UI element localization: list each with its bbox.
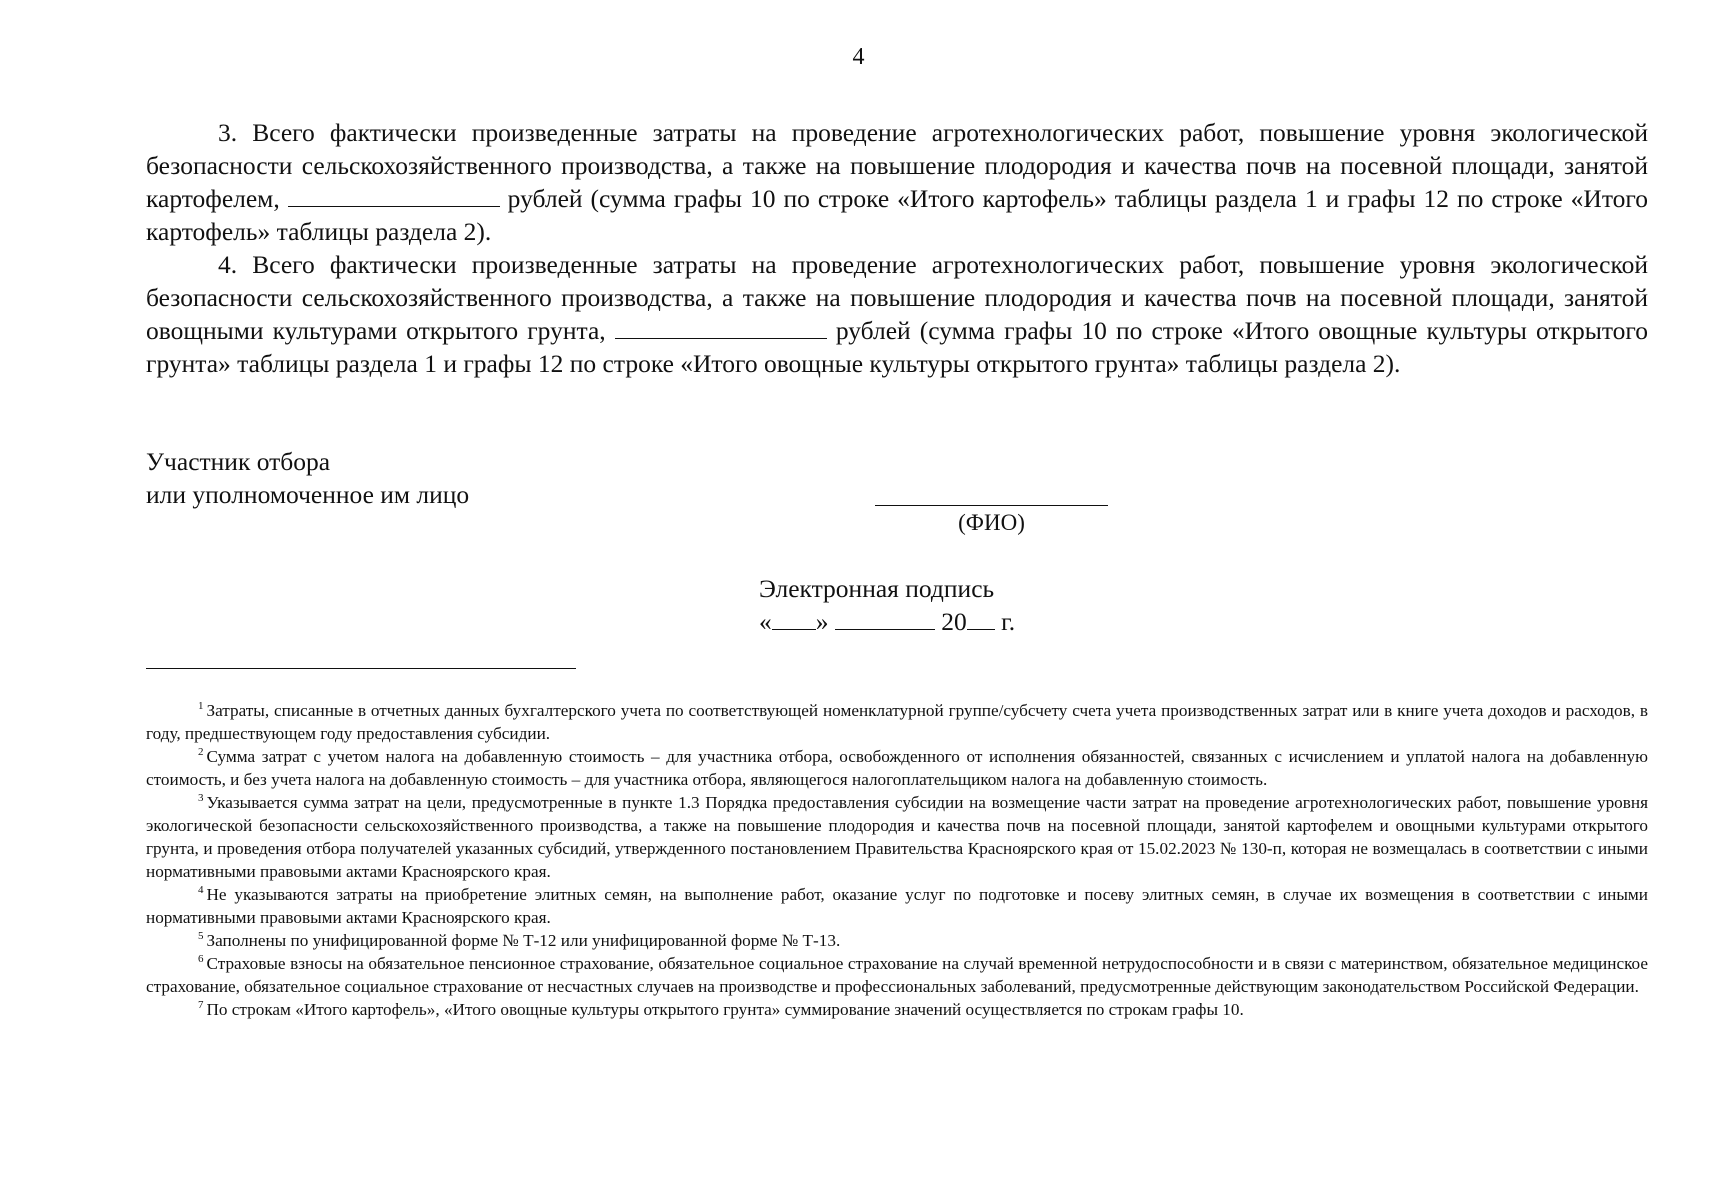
paragraph-3-text-start: 3. Всего фактически произведенные затраты на проведение агротехнологических работ, повышение уровня экологической безопасности сельскохозяйственного производства, а также на повышение плодородия и качества почв на посевной площади, занятой картофелем,: [146, 118, 1648, 213]
footnote-2: [146, 745, 1648, 791]
footnote-3-number: 3: [198, 792, 204, 805]
footnote-4-text: Не указываются затраты на приобретение элитных семян, на выполнение работ, оказание услуг по подготовке и посеву элитных семян, в случае их возмещения в соответствии с иными нормативными правовыми актами Красноярского края.: [146, 885, 1648, 927]
footnote-4: [146, 883, 1648, 929]
paragraph-3: [146, 116, 1648, 248]
footnote-2-number: 2: [198, 746, 204, 759]
date-close-quote: »: [815, 607, 829, 636]
date-century: 20: [941, 607, 967, 636]
paragraph-4-text-start: 4. Всего фактически произведенные затраты на проведение агротехнологических работ, повышение уровня экологической безопасности сельскохозяйственного производства, а также на повышение плодородия и качества почв на посевной площади, занятой овощными культурами открытого грунта,: [146, 250, 1648, 345]
fio-caption: (ФИО): [958, 510, 1025, 535]
paragraph-4: [146, 248, 1648, 380]
amount-blank-potato: [288, 183, 500, 207]
footnote-6-number: 6: [198, 953, 204, 966]
date-year-blank: [967, 606, 995, 630]
footnote-1-number: 1: [198, 700, 204, 713]
footnote-5-number: 5: [198, 930, 204, 943]
footnote-3: [146, 791, 1648, 883]
footnotes: [146, 699, 1648, 1021]
footnote-7: [146, 998, 1648, 1021]
date-month-blank: [835, 606, 935, 630]
footnote-1-text: Затраты, списанные в отчетных данных бухгалтерского учета по соответствующей номенклатурной группе/субсчету счета учета производственных затрат или в книге учета доходов и расходов, в году, предшествующем году предоставления субсидии.: [146, 701, 1648, 743]
date-suffix: г.: [1001, 607, 1016, 636]
footnote-7-text: По строкам «Итого картофель», «Итого овощные культуры открытого грунта» суммирование значений осуществляется по строкам графы 10.: [206, 1000, 1244, 1019]
signer-block: [146, 445, 469, 511]
page-number: 4: [852, 44, 865, 70]
footnote-7-number: 7: [198, 999, 204, 1012]
footnote-6-text: Страховые взносы на обязательное пенсионное страхование, обязательное социальное страхование на случай временной нетрудоспособности и в связи с материнством, обязательное медицинское страхование, обязательное социальное страхование от несчастных случаев на производстве и профессиональных заболеваний, предусмотренные действующим законодательством Российской Федерации.: [146, 954, 1648, 996]
footnote-5: [146, 929, 1648, 952]
footnote-3-text: Указывается сумма затрат на цели, предусмотренные в пункте 1.3 Порядка предоставления субсидии на возмещение части затрат на проведение агротехнологических работ, повышение уровня экологической безопасности сельскохозяйственного производства, а также на повышение плодородия и качества почв на посевной площади, занятой картофелем и овощными культурами открытого грунта, и проведения отбора получателей указанных субсидий, утвержденного постановлением Правительства Красноярского края от 15.02.2023 № 130-п, которая не возмещалась в соответствии с иными нормативными правовыми актами Красноярского края.: [146, 793, 1648, 881]
paragraph-4-text-end: рублей (сумма графы 10 по строке «Итого овощные культуры открытого грунта» таблицы раздела 1 и графы 12 по строке «Итого овощные культуры открытого грунта» таблицы раздела 2).: [146, 316, 1648, 378]
footnote-6: [146, 952, 1648, 998]
footnote-2-text: Сумма затрат с учетом налога на добавленную стоимость – для участника отбора, освобожденного от исполнения обязанностей, связанных с исчислением и уплатой налога на добавленную стоимость, и без учета налога на добавленную стоимость – для участника отбора, являющегося налогоплательщиком налога на добавленную стоимость.: [146, 747, 1648, 789]
main-text: [146, 116, 1648, 380]
signer-label-line1: Участник отбора: [146, 447, 331, 476]
date-day-blank: [772, 606, 816, 630]
paragraph-3-text-end: рублей (сумма графы 10 по строке «Итого картофель» таблицы раздела 1 и графы 12 по строке «Итого картофель» таблицы раздела 2).: [146, 184, 1648, 246]
footnote-5-text: Заполнены по унифицированной форме № Т-12 или унифицированной форме № Т-13.: [206, 931, 841, 950]
footnote-separator: [146, 668, 576, 669]
signature-date: [759, 605, 1015, 638]
electronic-signature-label: Электронная подпись: [759, 574, 995, 603]
signer-label-line2: или уполномоченное им лицо: [146, 480, 470, 509]
footnote-1: [146, 699, 1648, 745]
amount-blank-vegetables: [615, 315, 827, 339]
fio-signature-line: [875, 505, 1108, 506]
date-open-quote: «: [759, 607, 772, 636]
footnote-4-number: 4: [198, 884, 204, 897]
